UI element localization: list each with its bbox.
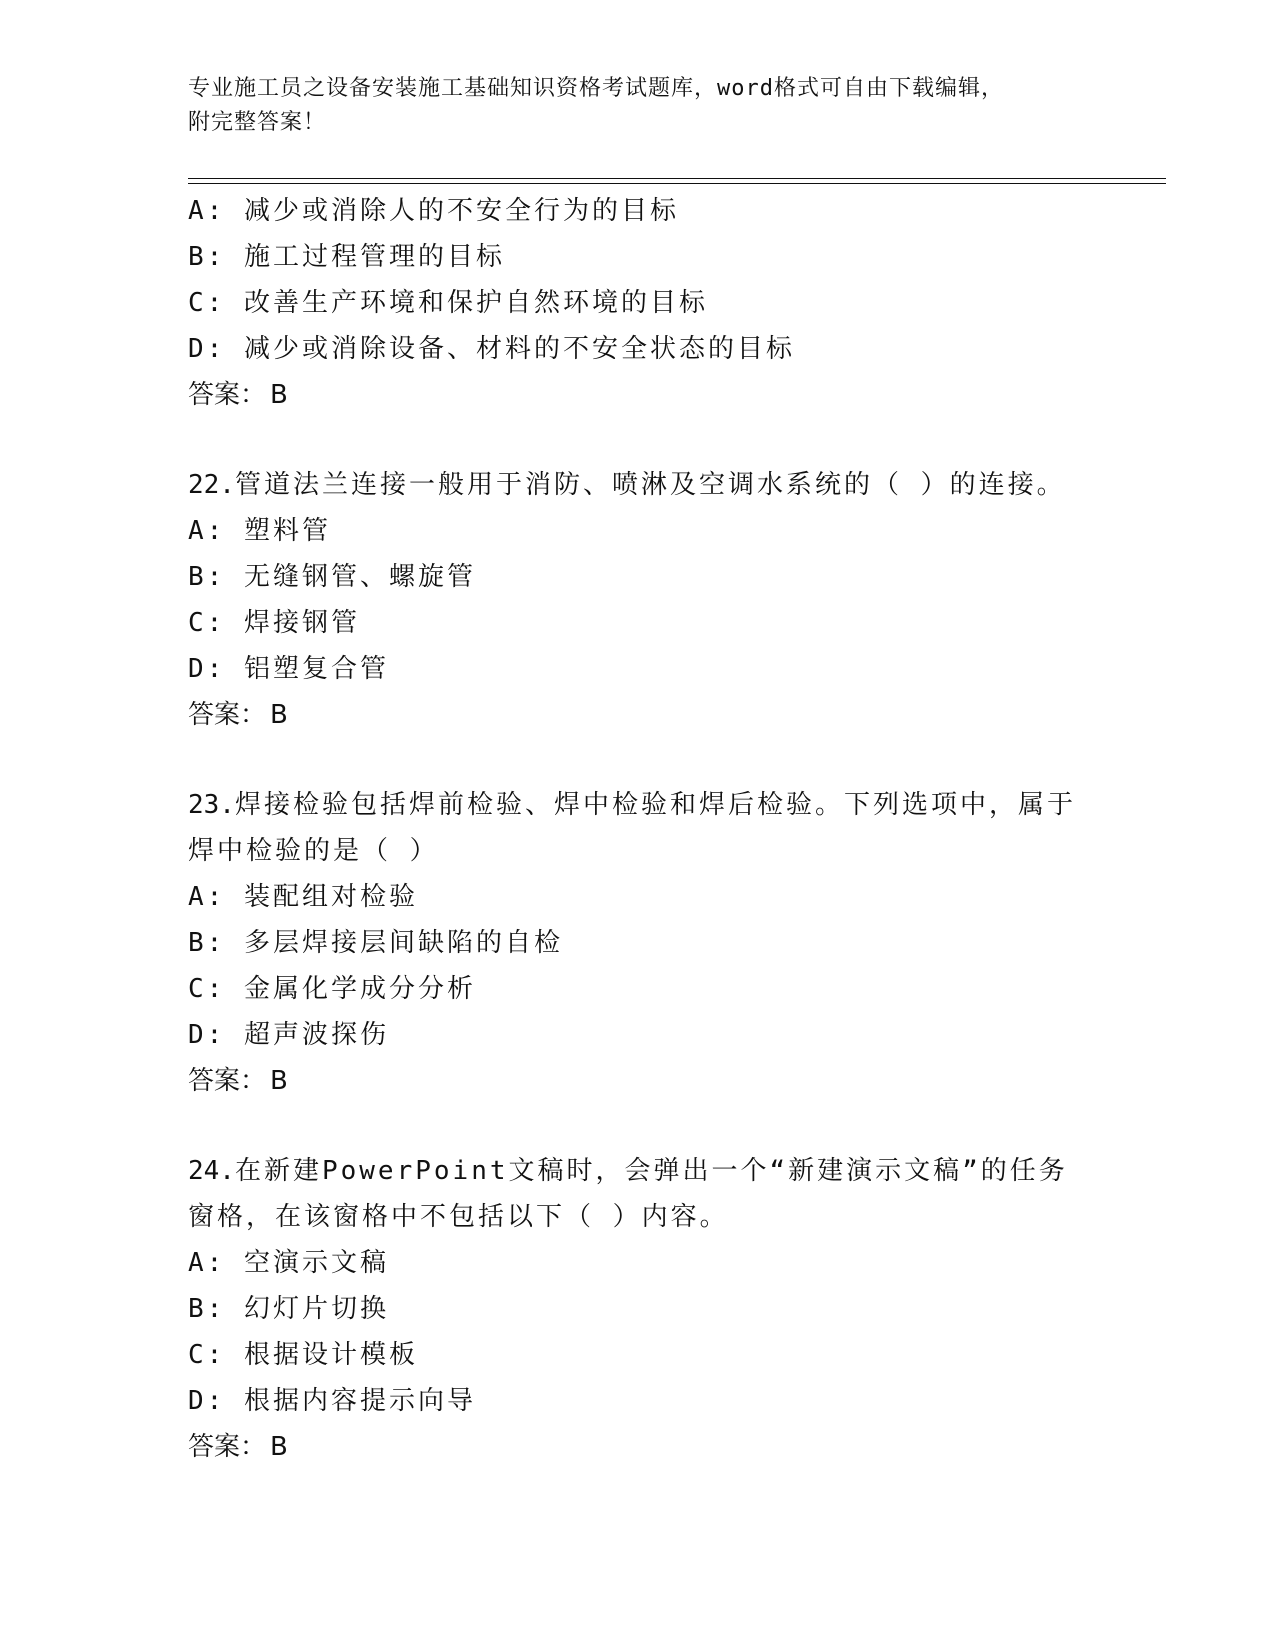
option-a: A: 装配组对检验 xyxy=(188,882,418,912)
answer-label: 答案： xyxy=(188,700,267,730)
question-stem-line-1: 在新建PowerPoint文稿时，会弹出一个“新建演示文稿”的任务 xyxy=(234,1156,1068,1186)
header-divider-bottom xyxy=(188,183,1166,184)
option-b: B: 幻灯片切换 xyxy=(188,1294,389,1324)
answer-label: 答案： xyxy=(188,1066,267,1096)
option-a: A: 塑料管 xyxy=(188,516,331,546)
answer-line xyxy=(188,1424,1128,1470)
answer-value: B xyxy=(270,1432,288,1462)
answer-value: B xyxy=(270,1066,288,1096)
option-a: A: 减少或消除人的不安全行为的目标 xyxy=(188,196,679,226)
header-line-2: 附完整答案！ xyxy=(188,110,327,135)
question-text xyxy=(188,782,1128,828)
answer-line xyxy=(188,372,1128,418)
option-d: D: 铝塑复合管 xyxy=(188,654,389,684)
option-d: D: 减少或消除设备、材料的不安全状态的目标 xyxy=(188,334,795,364)
question-list xyxy=(188,188,1128,1470)
question-block-24 xyxy=(188,1148,1128,1470)
question-stem: 管道法兰连接一般用于消防、喷淋及空调水系统的（ ）的连接。 xyxy=(234,470,1066,500)
question-text xyxy=(188,462,1128,508)
question-number: 23. xyxy=(188,790,235,820)
option-c: C: 焊接钢管 xyxy=(188,608,360,638)
answer-line xyxy=(188,1058,1128,1104)
answer-value: B xyxy=(270,380,288,410)
question-block-21 xyxy=(188,188,1128,418)
answer-value: B xyxy=(270,700,288,730)
option-b: B: 施工过程管理的目标 xyxy=(188,242,505,272)
document-header xyxy=(188,72,1108,140)
question-stem-line-1: 焊接检验包括焊前检验、焊中检验和焊后检验。下列选项中，属于 xyxy=(234,790,1076,820)
answer-label: 答案： xyxy=(188,380,267,410)
question-stem-line-2: 焊中检验的是（ ） xyxy=(188,836,439,866)
option-d: D: 根据内容提示向导 xyxy=(188,1386,476,1416)
header-divider-top xyxy=(188,178,1166,179)
option-b: B: 无缝钢管、螺旋管 xyxy=(188,562,476,592)
question-number: 24. xyxy=(188,1156,235,1186)
option-a: A: 空演示文稿 xyxy=(188,1248,389,1278)
option-c: C: 改善生产环境和保护自然环境的目标 xyxy=(188,288,708,318)
option-c: C: 金属化学成分分析 xyxy=(188,974,476,1004)
answer-label: 答案： xyxy=(188,1432,267,1462)
question-block-23 xyxy=(188,782,1128,1104)
answer-line xyxy=(188,692,1128,738)
question-stem-line-2: 窗格，在该窗格中不包括以下（ ）内容。 xyxy=(188,1202,729,1232)
question-number: 22. xyxy=(188,470,235,500)
option-c: C: 根据设计模板 xyxy=(188,1340,418,1370)
option-b: B: 多层焊接层间缺陷的自检 xyxy=(188,928,563,958)
question-text xyxy=(188,1148,1128,1194)
question-block-22 xyxy=(188,462,1128,738)
option-d: D: 超声波探伤 xyxy=(188,1020,389,1050)
header-line-1: 专业施工员之设备安装施工基础知识资格考试题库，word格式可自由下载编辑， xyxy=(188,76,1004,101)
